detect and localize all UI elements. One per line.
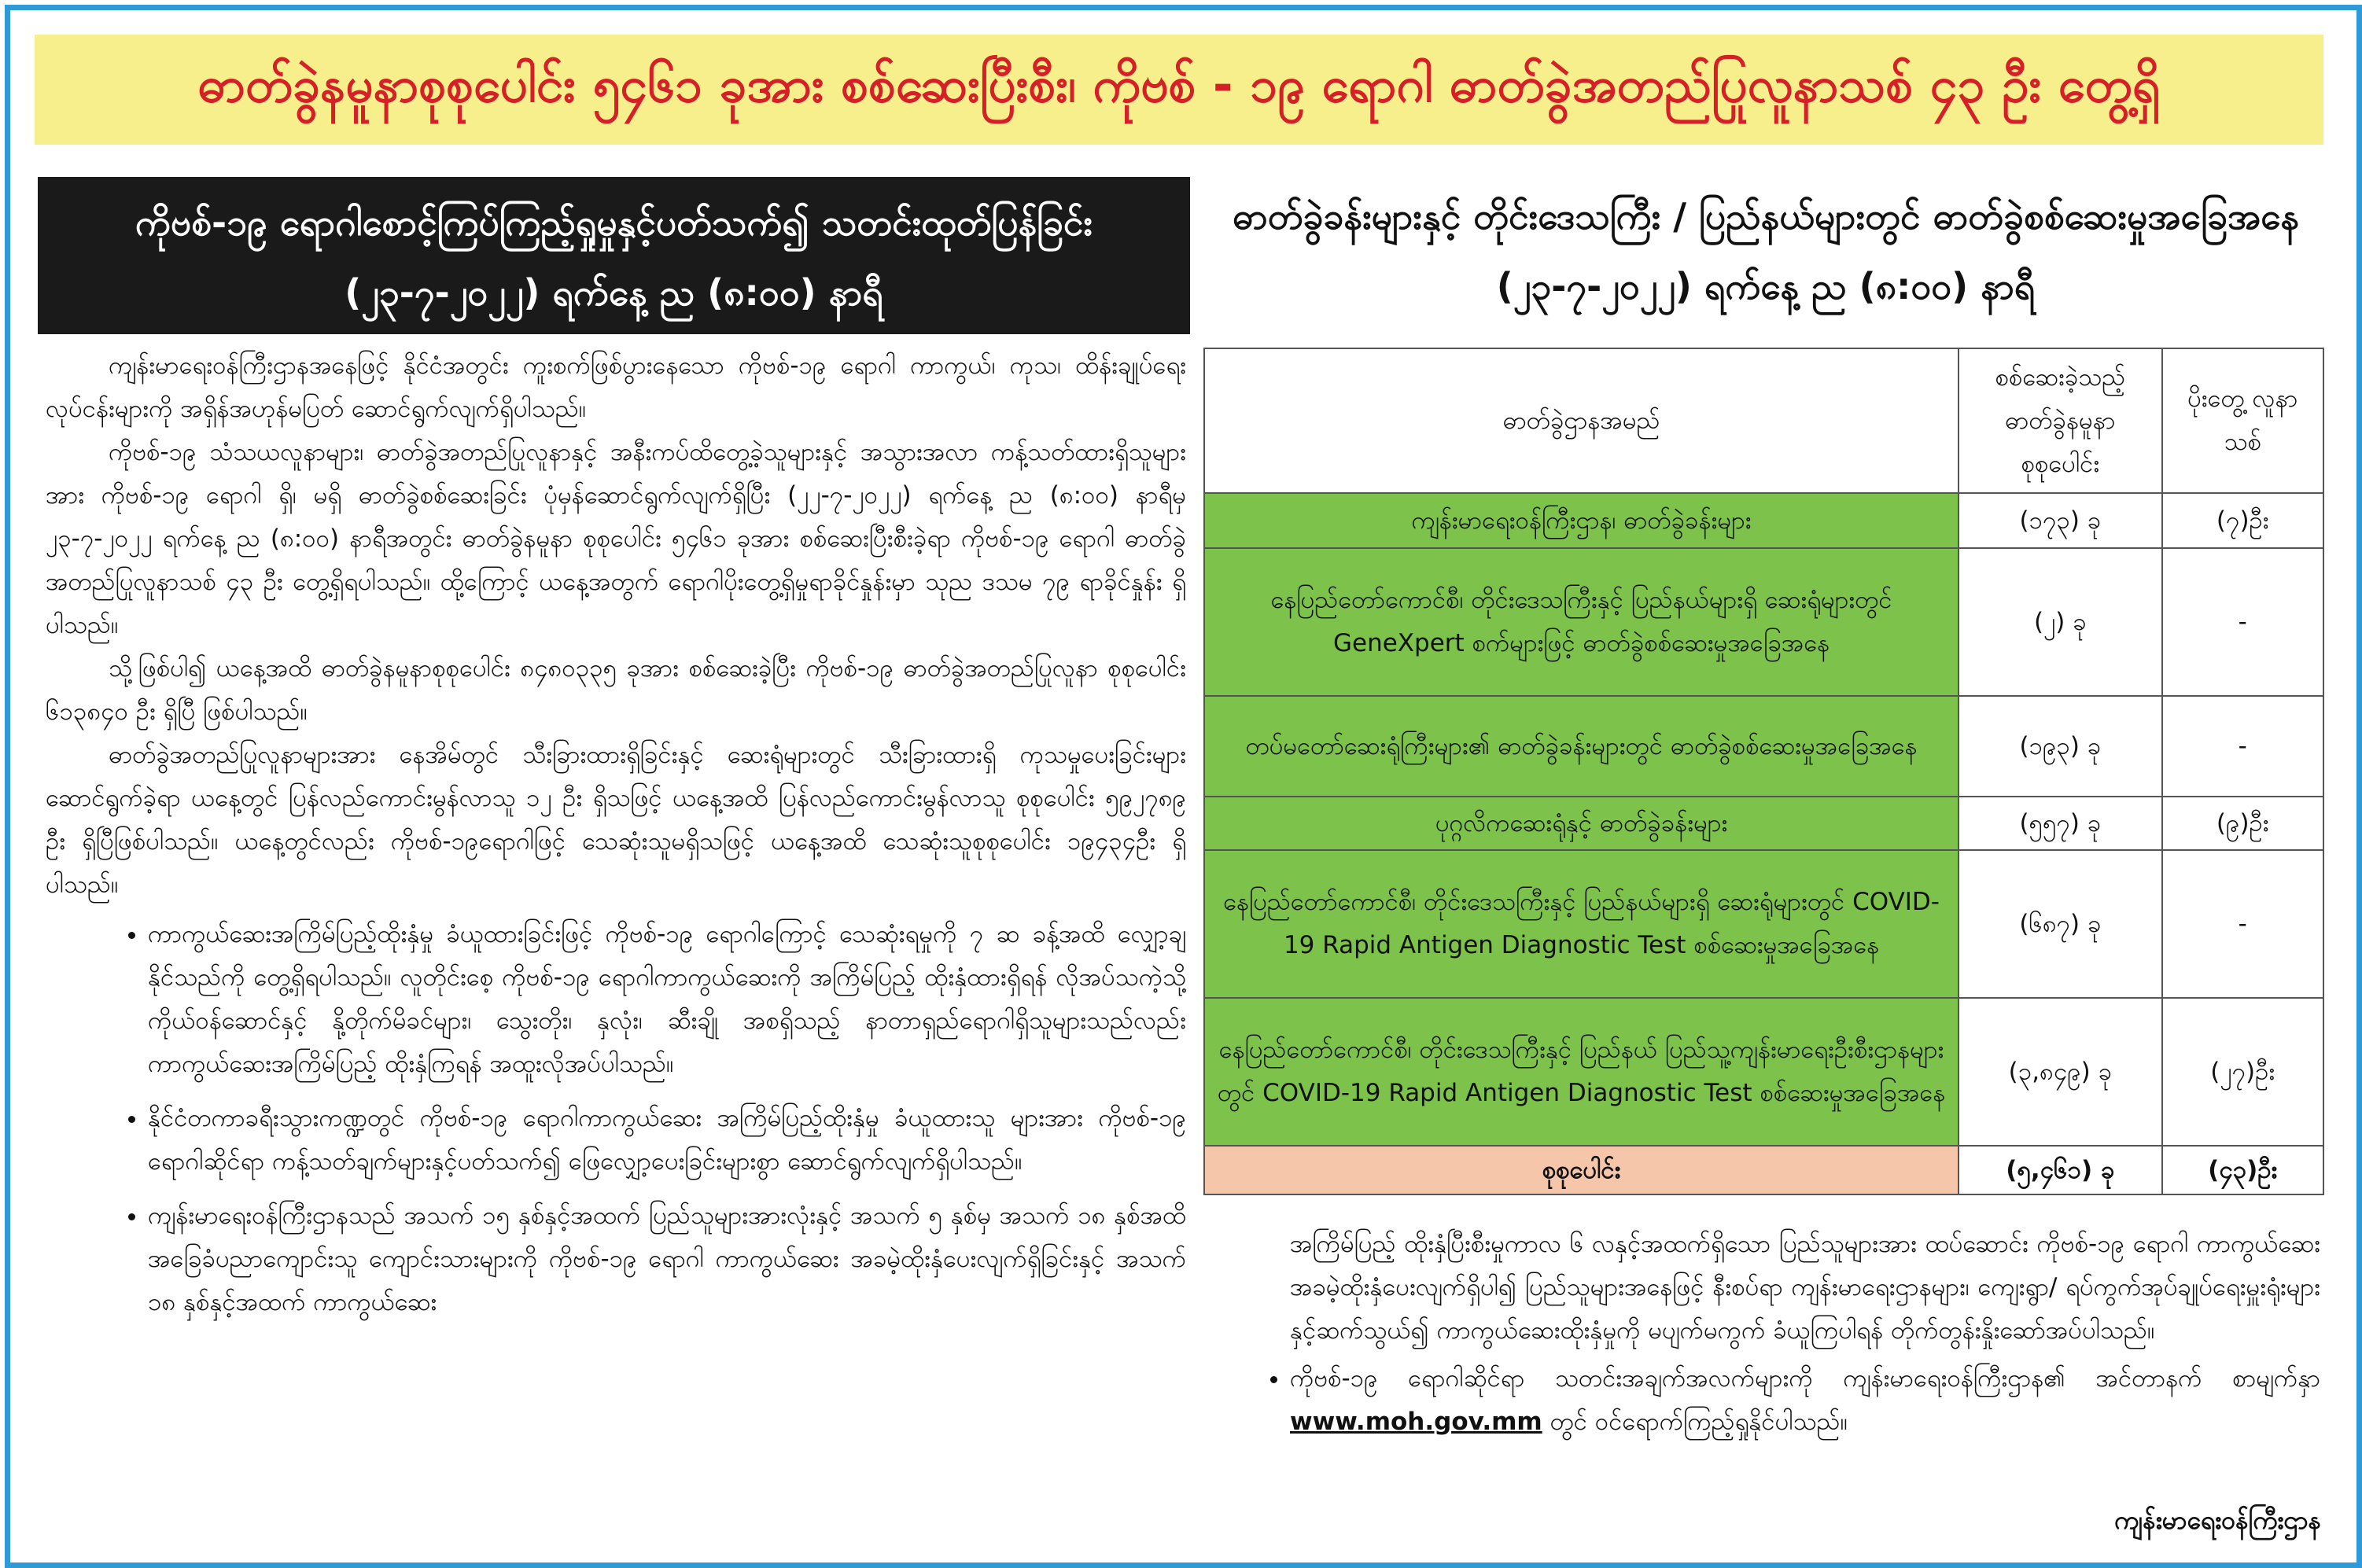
- info-text: ကိုဗစ်-၁၉ ရောဂါဆိုင်ရာ သတင်းအချက်အလက်များကို ကျန်းမာရေးဝန်ကြီးဌာန၏ အင်တာနက် စာမျက်နှာ: [1290, 1364, 2320, 1393]
- lab-name-cell: နေပြည်တော်ကောင်စီ၊ တိုင်းဒေသကြီးနှင့် ပြည်နယ်များရှိ ဆေးရုံများတွင် COVID-19 Rapid Antigen Diagnostic Test စစ်ဆေးမှုအခြေအနေ: [1204, 850, 1959, 998]
- tests-cell: (၁၉၃) ခု: [1959, 696, 2161, 797]
- new-cases-cell: -: [2162, 548, 2323, 696]
- bullet-item: • နိုင်ငံတကာခရီးသွားကဏ္ဍတွင် ကိုဗစ်-၁၉ ရောဂါကာကွယ်ဆေး အကြိမ်ပြည့်ထိုးနှံမှု ခံယူထားသူ များအား ကိုဗစ်-၁၉ ရောဂါဆိုင်ရာ ကန့်သတ်ချက်များနှင့်ပတ်သက်၍ ဖြေလျှော့ပေးခြင်းများစွာ ဆောင်ရွက်လျက်ရှိပါသည်။: [148, 1097, 1186, 1183]
- press-release-body: [46, 344, 1186, 1555]
- table-row: [1204, 850, 2323, 998]
- lab-name-cell: ပုဂ္ဂလိကဆေးရုံနှင့် ဓာတ်ခွဲခန်းများ: [1204, 797, 1959, 850]
- press-release-date: (၂၃-၇-၂၀၂၂) ရက်နေ့ ည (၈:၀၀) နာရီ: [345, 271, 883, 314]
- header-new-cases: ပိုးတွေ့ လူနာသစ်: [2162, 348, 2323, 493]
- header-tests: စစ်ဆေးခဲ့သည့် ဓာတ်ခွဲနမူနာ စုစုပေါင်း: [1959, 348, 2161, 493]
- paragraph: ဓာတ်ခွဲအတည်ပြုလူနာများအား နေအိမ်တွင် သီးခြားထားရှိခြင်းနှင့် ဆေးရုံများတွင် သီးခြားထားရှိ ကုသမှုပေးခြင်းများဆောင်ရွက်ခဲ့ရာ ယနေ့တွင် ပြန်လည်ကောင်းမွန်လာသူ ၁၂ ဦး ရှိသဖြင့် ယနေ့အထိ ပြန်လည်ကောင်းမွန်လာသူ စုစုပေါင်း ၅၉၂၇၈၉ ဦး ရှိပြီဖြစ်ပါသည်။ ယနေ့တွင်လည်း ကိုဗစ်-၁၉ရောဂါဖြင့် သေဆုံးသူမရှိသဖြင့် ယနေ့အထိ သေဆုံးသူစုစုပေါင်း ၁၉၄၃၄ဦး ရှိပါသည်။: [46, 741, 1186, 899]
- tests-cell: (၃,၈၄၉) ခု: [1959, 998, 2161, 1146]
- website-link[interactable]: www.moh.gov.mm: [1290, 1408, 1542, 1436]
- total-new-cases-cell: (၄၃)ဦး: [2162, 1146, 2323, 1194]
- new-cases-cell: (၇)ဦး: [2162, 493, 2323, 548]
- tests-cell: (၂) ခု: [1959, 548, 2161, 696]
- tests-cell: (၆၈၇) ခု: [1959, 850, 2161, 998]
- headline-banner: ဓာတ်ခွဲနမူနာစုစုပေါင်း ၅၄၆၁ ခုအား စစ်ဆေးပြီးစီး၊ ကိုဗစ် - ၁၉ ရောဂါ ဓာတ်ခွဲအတည်ပြုလူနာသစ် ၄၃ ဦး တွေ့ရှိ: [35, 35, 2323, 145]
- total-label-cell: စုစုပေါင်း: [1204, 1146, 1959, 1194]
- paragraph: သို့ဖြစ်ပါ၍ ယနေ့အထိ ဓာတ်ခွဲနမူနာစုစုပေါင်း ၈၄၈၀၃၃၅ ခုအား စစ်ဆေးခဲ့ပြီး ကိုဗစ်-၁၉ ဓာတ်ခွဲအတည်ပြုလူနာ စုစုပေါင်း ၆၁၃၈၄၀ ဦး ရှိပြီ ဖြစ်ပါသည်။: [46, 654, 1186, 726]
- paragraph: ကိုဗစ်-၁၉ သံသယလူနာများ၊ ဓာတ်ခွဲအတည်ပြုလူနာနှင့် အနီးကပ်ထိတွေ့ခဲ့သူများနှင့် အသွားအလာ ကန့်သတ်ထားရှိသူများအား ကိုဗစ်-၁၉ ရောဂါ ရှိ၊ မရှိ ဓာတ်ခွဲစစ်ဆေးခြင်း ပုံမှန်ဆောင်ရွက်လျက်ရှိပြီး (၂၂-၇-၂၀၂၂) ရက်နေ့ ည (၈:၀၀) နာရီမှ ၂၃-၇-၂၀၂၂ ရက်နေ့ ည (၈:၀၀) နာရီအတွင်း ဓာတ်ခွဲနမူနာ စုစုပေါင်း ၅၄၆၁ ခုအား စစ်ဆေးပြီးစီးခဲ့ရာ ကိုဗစ်-၁၉ ရောဂါ ဓာတ်ခွဲအတည်ပြုလူနာသစ် ၄၃ ဦး တွေ့ရှိရပါသည်။ ထို့ကြောင့် ယနေ့အတွက် ရောဂါပိုးတွေ့ရှိမှုရာခိုင်နှုန်းမှာ သုည ဒသမ ၇၉ ရာခိုင်နှုန်း ရှိပါသည်။: [46, 438, 1186, 639]
- lab-testing-table: [1203, 348, 2324, 1195]
- table-row: [1204, 797, 2323, 850]
- table-row: [1204, 998, 2323, 1146]
- new-cases-cell: -: [2162, 696, 2323, 797]
- press-release-title: ကိုဗစ်-၁၉ ရောဂါစောင့်ကြပ်ကြည့်ရှုမှုနှင့်ပတ်သက်၍ သတင်းထုတ်ပြန်ခြင်း: [134, 201, 1093, 244]
- lab-status-title: ဓာတ်ခွဲခန်းများနှင့် တိုင်းဒေသကြီး / ပြည်နယ်များတွင် ဓာတ်ခွဲစစ်ဆေးမှုအခြေအနေ: [1232, 195, 2299, 237]
- lab-status-header: [1199, 177, 2332, 334]
- new-cases-cell: -: [2162, 850, 2323, 998]
- table-row: [1204, 696, 2323, 797]
- total-tests-cell: (၅,၄၆၁) ခု: [1959, 1146, 2161, 1194]
- lab-name-cell: တပ်မတော်ဆေးရုံကြီးများ၏ ဓာတ်ခွဲခန်းများတွင် ဓာတ်ခွဲစစ်ဆေးမှုအခြေအနေ: [1204, 696, 1959, 797]
- table-row: [1204, 493, 2323, 548]
- header-lab-name: ဓာတ်ခွဲဌာနအမည်: [1204, 348, 1959, 493]
- ministry-signature: ကျန်းမာရေးဝန်ကြီးဌာန: [2113, 1505, 2321, 1535]
- lab-name-cell: နေပြည်တော်ကောင်စီ၊ တိုင်းဒေသကြီးနှင့် ပြည်နယ် ပြည်သူ့ကျန်းမာရေးဦးစီးဌာနများတွင် COVID-19 Rapid Antigen Diagnostic Test စစ်ဆေးမှုအခြေအနေ: [1204, 998, 1959, 1146]
- lab-status-date: (၂၃-၇-၂၀၂၂) ရက်နေ့ ည (၈:၀၀) နာရီ: [1496, 265, 2036, 307]
- tests-cell: (၅၅၇) ခု: [1959, 797, 2161, 850]
- lab-name-cell: ကျန်းမာရေးဝန်ကြီးဌာန၊ ဓာတ်ခွဲခန်းများ: [1204, 493, 1959, 548]
- bullet-item: • ကျန်းမာရေးဝန်ကြီးဌာနသည် အသက် ၁၅ နှစ်နှင့်အထက် ပြည်သူများအားလုံးနှင့် အသက် ၅ နှစ်မှ အသက် ၁၈ နှစ်အထိ အခြေခံပညာကျောင်းသူ ကျောင်းသားများကို ကိုဗစ်-၁၉ ရောဂါ ကာကွယ်ဆေး အခမဲ့ထိုးနှံပေးလျက်ရှိခြင်းနှင့် အသက် ၁၈ နှစ်နှင့်အထက် ကာကွယ်ဆေး: [148, 1194, 1186, 1324]
- lab-name-cell: နေပြည်တော်ကောင်စီ၊ တိုင်းဒေသကြီးနှင့် ပြည်နယ်များရှိ ဆေးရုံများတွင် GeneXpert စက်များဖြင့် ဓာတ်ခွဲစစ်ဆေးမှုအခြေအနေ: [1204, 548, 1959, 696]
- press-release-header: [38, 177, 1190, 334]
- new-cases-cell: (၉)ဦး: [2162, 797, 2323, 850]
- tests-cell: (၁၇၃) ခု: [1959, 493, 2161, 548]
- bullet-item: • ကာကွယ်ဆေးအကြိမ်ပြည့်ထိုးနှံမှု ခံယူထားခြင်းဖြင့် ကိုဗစ်-၁၉ ရောဂါကြောင့် သေဆုံးရမှုကို ၇ ဆ ခန့်အထိ လျှော့ချနိုင်သည်ကို တွေ့ရှိရပါသည်။ လူတိုင်းစေ့ ကိုဗစ်-၁၉ ရောဂါကာကွယ်ဆေးကို အကြိမ်ပြည့် ထိုးနှံထားရှိရန် လိုအပ်သကဲ့သို့ ကိုယ်ဝန်ဆောင်နှင့် နို့တိုက်မိခင်များ၊ သွေးတိုး၊ နှလုံး၊ ဆီးချို အစရှိသည့် နာတာရှည်ရောဂါရှိသူများသည်လည်း ကာကွယ်ဆေးအကြိမ်ပြည့် ထိုးနှံကြရန် အထူးလိုအပ်ပါသည်။: [148, 913, 1186, 1086]
- info-text-end: တွင် ဝင်ရောက်ကြည့်ရှုနိုင်ပါသည်။: [1549, 1408, 1848, 1436]
- paragraph: ကျန်းမာရေးဝန်ကြီးဌာနအနေဖြင့် နိုင်ငံအတွင်း ကူးစက်ဖြစ်ပွားနေသော ကိုဗစ်-၁၉ ရောဂါ ကာကွယ်၊ ကုသ၊ ထိန်းချုပ်ရေးလုပ်ငန်းများကို အရှိန်အဟုန်မပြတ် ဆောင်ရွက်လျက်ရှိပါသည်။: [46, 352, 1186, 423]
- table-total-row: [1204, 1146, 2323, 1194]
- table-row: [1204, 548, 2323, 696]
- bullet-list: [1243, 1357, 2320, 1444]
- bullet-list: [46, 913, 1186, 1324]
- bullet-item: [1290, 1357, 2320, 1444]
- table-header-row: [1204, 348, 2323, 493]
- paragraph: အကြိမ်ပြည့် ထိုးနှံပြီးစီးမှုကာလ ၆ လနှင့်အထက်ရှိသော ပြည်သူများအား ထပ်ဆောင်း ကိုဗစ်-၁၉ ရောဂါ ကာကွယ်ဆေး အခမဲ့ထိုးနှံပေးလျက်ရှိပါ၍ ပြည်သူများအနေဖြင့် နီးစပ်ရာ ကျန်းမာရေးဌာနများ၊ ကျေးရွာ/ ရပ်ကွက်အုပ်ချုပ်ရေးမှူးရုံးများနှင့်ဆက်သွယ်၍ ကာကွယ်ဆေးထိုးနှံမှုကို မပျက်မကွက် ခံယူကြပါရန် တိုက်တွန်းနှိုးဆော်အပ်ပါသည်။: [1290, 1230, 2320, 1345]
- new-cases-cell: (၂၇)ဦး: [2162, 998, 2323, 1146]
